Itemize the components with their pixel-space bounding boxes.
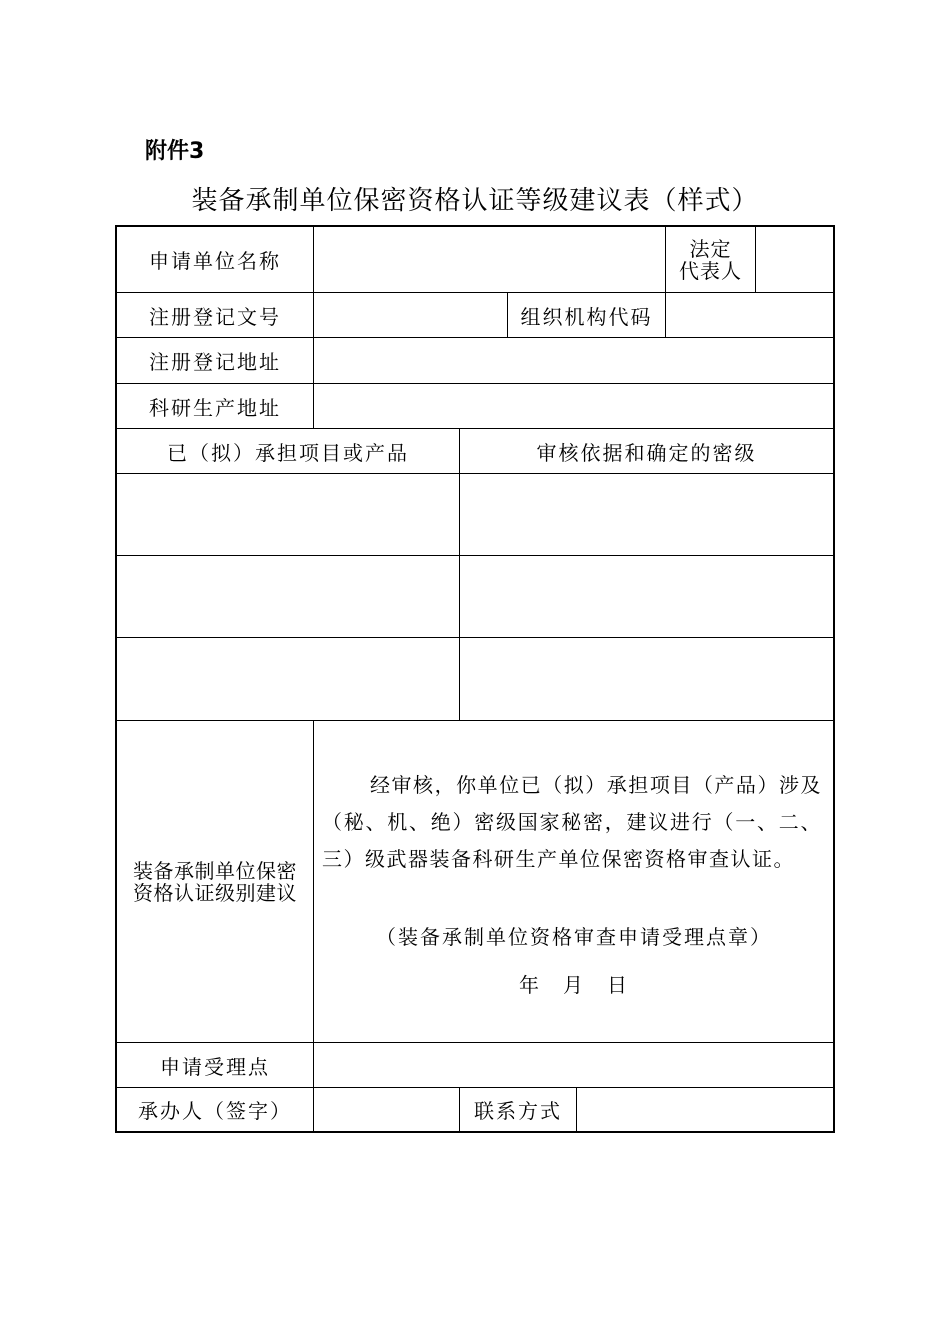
basis-field-1[interactable] (460, 474, 833, 555)
org-code-field[interactable] (666, 293, 833, 337)
legal-representative-field[interactable] (756, 227, 833, 292)
contact-field[interactable] (577, 1088, 833, 1131)
production-address-label: 科研生产地址 (149, 395, 281, 420)
recommendation-text: 经审核，你单位已（拟）承担项目（产品）涉及（秘、机、绝）密级国家秘密，建议进行（一、二、三）级武器装备科研生产单位保密资格审查认证。 (322, 773, 822, 871)
org-code-label: 组织机构代码 (520, 304, 653, 329)
legal-rep-line2: 代表人 (679, 258, 742, 283)
projects-header: 已（拟）承担项目或产品 (167, 440, 409, 465)
basis-field-3[interactable] (460, 638, 833, 720)
registration-number-field[interactable] (314, 293, 507, 337)
recommendation-label-line1: 装备承制单位保密 (133, 858, 297, 883)
attachment-label: 附件3 (145, 139, 205, 164)
registration-address-label: 注册登记地址 (149, 350, 281, 374)
project-field-2[interactable] (117, 556, 459, 637)
handler-signature-field[interactable] (314, 1088, 459, 1131)
basis-field-2[interactable] (460, 556, 833, 637)
legal-representative-label (666, 227, 755, 292)
applicant-name-field[interactable] (314, 227, 665, 292)
recommendation-label (117, 721, 313, 1042)
acceptance-point-field[interactable] (314, 1043, 833, 1087)
form-title: 装备承制单位保密资格认证等级建议表（样式） (191, 186, 759, 216)
basis-header: 审核依据和确定的密级 (536, 440, 757, 465)
legal-rep-line1: 法定 (689, 236, 732, 261)
project-field-1[interactable] (117, 474, 459, 555)
recommendation-label-line2: 资格认证级别建议 (133, 880, 297, 905)
production-address-field[interactable] (314, 384, 833, 428)
date-text: 年 月 日 (519, 973, 629, 997)
contact-label: 联系方式 (474, 1099, 562, 1123)
recommendation-area (314, 721, 833, 1042)
certification-form (115, 225, 835, 1133)
registration-address-field[interactable] (314, 338, 833, 383)
acceptance-point-label: 申请受理点 (160, 1054, 270, 1079)
stamp-text: （装备承制单位资格审查申请受理点章） (376, 925, 772, 949)
handler-label: 承办人（签字） (138, 1099, 292, 1123)
registration-number-label: 注册登记文号 (149, 304, 281, 329)
applicant-name-label: 申请单位名称 (149, 249, 281, 273)
project-field-3[interactable] (117, 638, 459, 720)
